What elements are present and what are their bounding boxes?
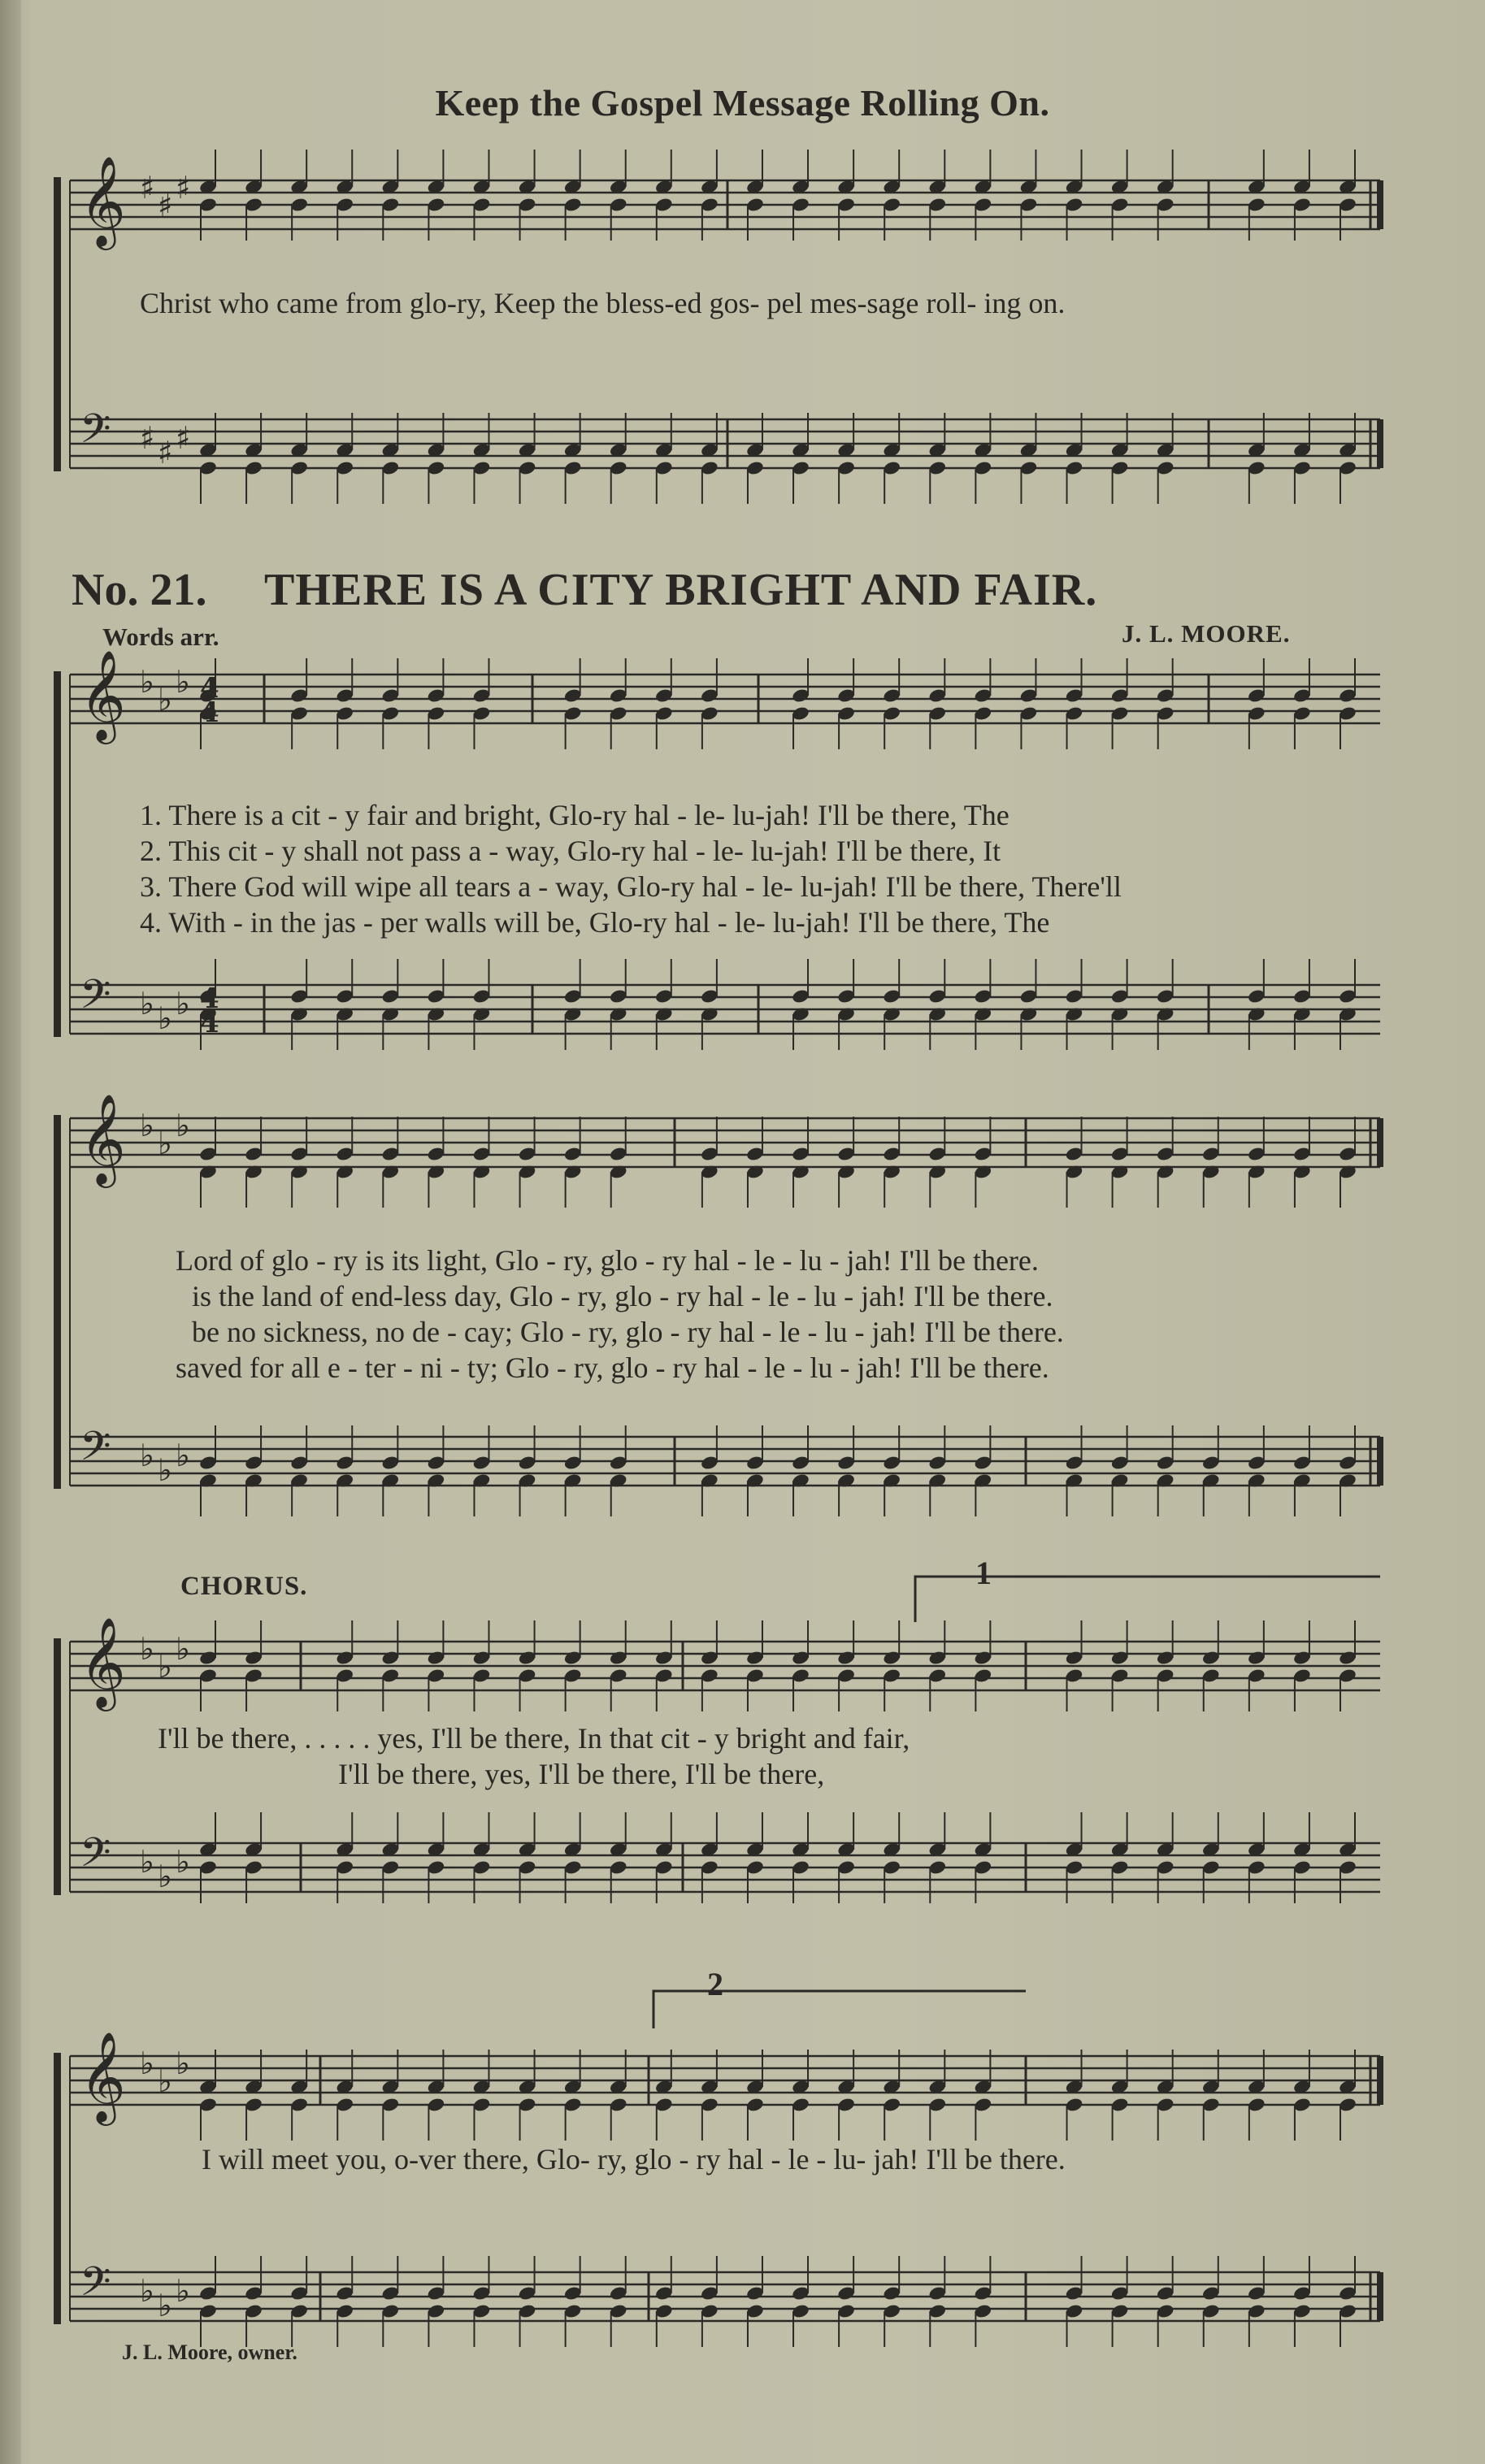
verse-3-line-1: 3. There God will wipe all tears a - way, Glo-ry hal - le- lu-jah! I'll be there, There'll: [140, 870, 1122, 903]
copyright-owner: J. L. Moore, owner.: [122, 2340, 297, 2364]
flat-icon: ♭: [158, 1126, 172, 1161]
sharp-icon: ♯: [158, 435, 173, 471]
flat-icon: ♭: [176, 664, 190, 700]
bass-clef-icon: 𝄢: [80, 1829, 111, 1886]
flat-icon: ♭: [158, 1649, 172, 1685]
verse-2-line-2: is the land of end-less day, Glo - ry, glo - ry hal - le - lu - jah! I'll be there.: [192, 1280, 1053, 1312]
sharp-icon: ♯: [140, 420, 155, 456]
verse-3-line-2: be no sickness, no de - cay; Glo - ry, glo - ry hal - le - lu - jah! I'll be there.: [192, 1316, 1064, 1348]
flat-icon: ♭: [176, 1438, 190, 1473]
flat-icon: ♭: [176, 986, 190, 1022]
verse-1-line-1: 1. There is a cit - y fair and bright, Glo-ry hal - le- lu-jah! I'll be there, The: [140, 799, 1010, 831]
treble-clef-icon: 𝄞: [80, 649, 126, 740]
flat-icon: ♭: [176, 1844, 190, 1880]
treble-clef-icon: 𝄞: [80, 155, 126, 246]
sharp-icon: ♯: [176, 170, 191, 206]
flat-icon: ♭: [158, 1000, 172, 1036]
verse-2-line-1: 2. This cit - y shall not pass a - way, Glo-ry hal - le- lu-jah! I'll be there, It: [140, 835, 1001, 867]
time-signature: 4: [200, 983, 219, 1015]
flat-icon: ♭: [176, 2045, 190, 2081]
flat-icon: ♭: [140, 1438, 154, 1473]
flat-icon: ♭: [140, 2045, 154, 2081]
hymn-number: No. 21.: [72, 565, 207, 615]
flat-icon: ♭: [158, 2288, 172, 2323]
flat-icon: ♭: [176, 1108, 190, 1143]
system-brace: [54, 1115, 61, 1489]
flat-icon: ♭: [140, 1631, 154, 1667]
treble-clef-icon: 𝄞: [80, 1093, 126, 1184]
chorus-line-1-alto: I'll be there, yes, I'll be there, I'll be there,: [338, 1758, 825, 1790]
flat-icon: ♭: [158, 1859, 172, 1894]
chorus-line-2: I will meet you, o-ver there, Glo- ry, glo - ry hal - le - lu- jah! I'll be there.: [202, 2143, 1066, 2176]
sharp-icon: ♯: [176, 420, 191, 456]
verse-4-line-1: 4. With - in the jas - per walls will be, Glo-ry hal - le- lu-jah! I'll be there, The: [140, 906, 1050, 939]
flat-icon: ♭: [176, 1631, 190, 1667]
system-brace: [54, 177, 61, 471]
chorus-line-1: I'll be there, . . . . . yes, I'll be there, In that cit - y bright and fair,: [158, 1722, 910, 1755]
bass-clef-icon: 𝄢: [80, 406, 111, 462]
bass-clef-icon: 𝄢: [80, 2258, 111, 2315]
treble-clef-icon: 𝄞: [80, 2031, 126, 2122]
second-ending-number: 2: [707, 1966, 723, 2002]
first-ending-number: 1: [975, 1555, 992, 1591]
flat-icon: ♭: [158, 2063, 172, 2099]
flat-icon: ♭: [140, 1108, 154, 1143]
bass-clef-icon: 𝄢: [80, 971, 111, 1028]
time-signature: 4: [200, 1007, 219, 1039]
time-signature: 4: [200, 696, 219, 729]
chorus-label: CHORUS.: [180, 1572, 308, 1601]
flat-icon: ♭: [176, 2273, 190, 2309]
sharp-icon: ♯: [140, 170, 155, 206]
verse-4-line-2: saved for all e - ter - ni - ty; Glo - ry, glo - ry hal - le - lu - jah! I'll be there.: [176, 1351, 1049, 1384]
flat-icon: ♭: [140, 1844, 154, 1880]
composer-credit: J. L. MOORE.: [1122, 619, 1291, 648]
time-signature: 4: [200, 672, 219, 705]
verse-1-line-2: Lord of glo - ry is its light, Glo - ry, glo - ry hal - le - lu - jah! I'll be there.: [176, 1244, 1039, 1277]
flat-icon: ♭: [140, 664, 154, 700]
sharp-icon: ♯: [158, 188, 173, 223]
system-brace: [54, 2053, 61, 2324]
flat-icon: ♭: [140, 2273, 154, 2309]
words-credit: Words arr.: [102, 623, 219, 651]
flat-icon: ♭: [140, 986, 154, 1022]
treble-clef-icon: 𝄞: [80, 1616, 126, 1707]
flat-icon: ♭: [158, 1452, 172, 1488]
previous-hymn-lyric: Christ who came from glo-ry, Keep the bless-ed gos- pel mes-sage roll- ing on.: [140, 287, 1066, 319]
hymn-title: THERE IS A CITY BRIGHT AND FAIR.: [264, 565, 1098, 615]
previous-hymn-title: Keep the Gospel Message Rolling On.: [435, 82, 1050, 124]
flat-icon: ♭: [158, 682, 172, 718]
bass-clef-icon: 𝄢: [80, 1423, 111, 1480]
system-brace: [54, 671, 61, 1037]
system-brace: [54, 1638, 61, 1895]
